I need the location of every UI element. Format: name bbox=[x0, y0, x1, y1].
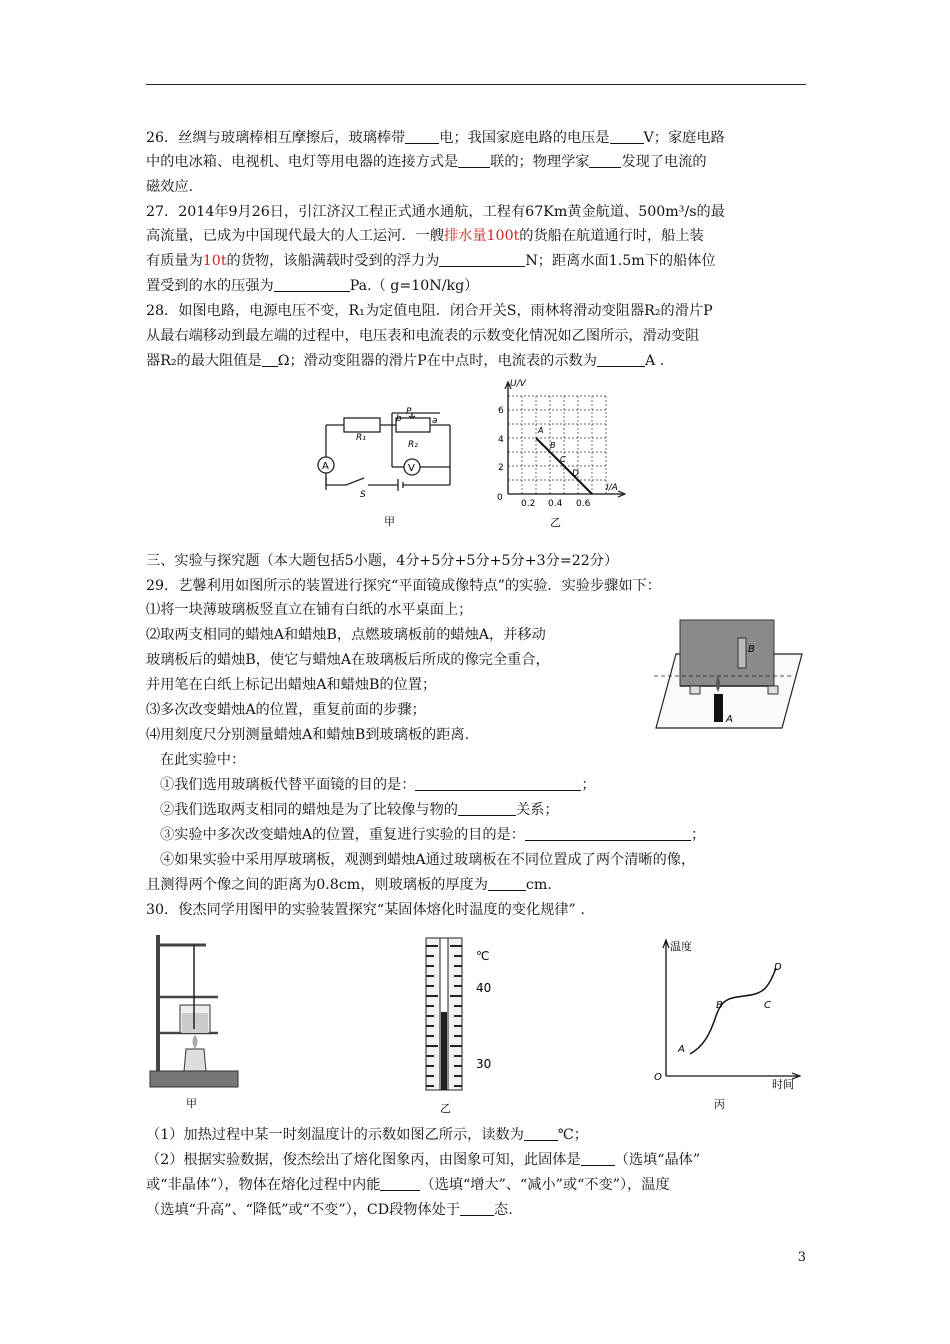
blank[interactable] bbox=[597, 352, 645, 367]
melt-point-d: D bbox=[774, 962, 782, 973]
q28-line-1: 28．如图电路，电源电压不变，R₁为定值电阻．闭合开关S，雨林将滑动变阻器R₂的滑片P bbox=[146, 303, 713, 319]
y-axis-label: U/V bbox=[510, 379, 526, 389]
y-tick: 2 bbox=[498, 463, 504, 473]
q29-c1: ①我们选用玻璃板代替平面镜的目的是： ； bbox=[160, 777, 596, 793]
blank[interactable] bbox=[610, 129, 644, 144]
melt-point-a: A bbox=[678, 1044, 685, 1055]
blank[interactable] bbox=[262, 352, 278, 367]
q29-c4a: ④如果实验中采用厚玻璃板，观测到蜡烛A通过玻璃板在不同位置成了两个清晰的像， bbox=[160, 852, 696, 868]
melt-x-label: 时间 bbox=[772, 1078, 794, 1091]
q30-p4: （选填“升高”、“降低”或“不变”），CD段物体处于 态. bbox=[146, 1202, 513, 1218]
thermo-tick-40: 40 bbox=[476, 981, 492, 995]
x-tick: 0.4 bbox=[548, 499, 563, 509]
b-label: b bbox=[396, 414, 402, 424]
q27-line-2: 高流量，已成为中国现代最大的人工运河．一艘排水量100t的货船在航道通行时，船上装 bbox=[146, 228, 704, 244]
thermo-tick-30: 30 bbox=[476, 1057, 492, 1071]
thermometer-figure bbox=[388, 938, 508, 1116]
p-label: P bbox=[406, 407, 412, 417]
melt-point-c: C bbox=[764, 1000, 771, 1011]
q26-line-1: 26．丝绸与玻璃棒相互摩擦后，玻璃棒带 电；我国家庭电路的电压是 V；家庭电路 bbox=[146, 130, 725, 146]
blank[interactable] bbox=[380, 1176, 420, 1191]
melt-y-label: 温度 bbox=[670, 940, 692, 953]
caption-bing: 丙 bbox=[714, 1098, 725, 1111]
melting-graph-figure bbox=[652, 936, 802, 1116]
r2-label: R₂ bbox=[408, 440, 418, 450]
q30-p1: （1）加热过程中某一时刻温度计的示数如图乙所示，读数为 ℃； bbox=[146, 1127, 588, 1143]
q29-c3: ③实验中多次改变蜡烛A的位置，重复进行实验的目的是： ； bbox=[160, 827, 706, 843]
caption-yi: 乙 bbox=[440, 1102, 451, 1115]
q29-step-4: ⑷用刻度尺分别测量蜡烛A和蜡烛B到玻璃板的距离. bbox=[146, 727, 470, 743]
voltmeter-label: V bbox=[408, 463, 415, 474]
q29-step-2c: 并用笔在白纸上标记出蜡烛A和蜡烛B的位置； bbox=[146, 677, 437, 693]
caption-jia: 甲 bbox=[186, 1097, 197, 1110]
q28-line-3: 器R₂的最大阻值是 Ω；滑动变阻器的滑片P在中点时，电流表的示数为 A . bbox=[146, 353, 665, 369]
candle-b-label: B bbox=[748, 644, 755, 655]
origin-label: 0 bbox=[497, 493, 503, 503]
ammeter-label: A bbox=[322, 461, 329, 472]
x-tick: 0.6 bbox=[576, 499, 591, 509]
q27-line-1: 27．2014年9月26日，引江济汉工程正式通水通航，工程有67Km黄金航道、500m³/s的最 bbox=[146, 204, 725, 220]
q26-line-3: 磁效应. bbox=[146, 179, 194, 195]
q29-step-2a: ⑵取两支相同的蜡烛A和蜡烛B，点燃玻璃板前的蜡烛A，并移动 bbox=[146, 627, 546, 643]
q30-line-1: 30．俊杰同学用图甲的实验装置探究“某固体熔化时温度的变化规律” . bbox=[146, 902, 585, 918]
caption-yi: 乙 bbox=[550, 516, 561, 529]
switch-label: S bbox=[360, 490, 366, 500]
q29-line-1: 29．艺馨利用如图所示的装置进行探究“平面镜成像特点”的实验．实验步骤如下： bbox=[146, 578, 661, 594]
blank[interactable] bbox=[589, 153, 621, 168]
melt-point-b: B bbox=[716, 1000, 723, 1011]
section-3-title: 三、实验与探究题（本大题包括5小题，4分+5分+5分+5分+3分=22分） bbox=[146, 553, 619, 569]
point-d-label: D bbox=[572, 469, 579, 479]
a-label: a bbox=[432, 416, 438, 426]
blank[interactable] bbox=[460, 1201, 494, 1216]
q26-line-2: 中的电冰箱、电视机、电灯等用电器的连接方式是 联的；物理学家 发现了电流的 bbox=[146, 154, 707, 170]
mirror-experiment-figure bbox=[654, 614, 804, 734]
blank[interactable] bbox=[581, 1151, 615, 1166]
q29-step-3: ⑶多次改变蜡烛A的位置，重复前面的步骤； bbox=[146, 702, 426, 718]
caption-jia: 甲 bbox=[384, 515, 395, 528]
point-b-label: B bbox=[550, 441, 556, 450]
q28-line-2: 从最右端移动到最左端的过程中，电压表和电流表的示数变化情况如乙图所示，滑动变阻 bbox=[146, 328, 700, 344]
blank[interactable] bbox=[415, 776, 581, 791]
x-tick: 0.2 bbox=[521, 499, 536, 509]
circuit-diagram bbox=[312, 405, 462, 529]
blank[interactable] bbox=[458, 801, 516, 816]
q30-p3: 或“非晶体”），物体在熔化过程中内能 （选填“增大”、“减小”或“不变”），温度 bbox=[146, 1177, 670, 1193]
blank[interactable] bbox=[488, 876, 526, 891]
q29-c4b: 且测得两个像之间的距离为0.8cm，则玻璃板的厚度为 cm. bbox=[146, 877, 552, 893]
y-tick: 4 bbox=[498, 435, 504, 445]
q29-step-2b: 玻璃板后的蜡烛B，使它与蜡烛A在玻璃板后所成的像完全重合， bbox=[146, 652, 550, 668]
blank[interactable] bbox=[524, 1126, 558, 1141]
page-number: 3 bbox=[797, 1250, 806, 1265]
x-axis-label: I/A bbox=[606, 483, 618, 493]
blank[interactable] bbox=[439, 252, 525, 267]
thermo-unit: ℃ bbox=[476, 949, 490, 963]
q30-p2: （2）根据实验数据，俊杰绘出了熔化图象丙，由图象可知，此固体是 （选填“晶体” bbox=[146, 1152, 701, 1168]
blank[interactable] bbox=[458, 153, 490, 168]
blank[interactable] bbox=[274, 277, 350, 292]
point-a-label: A bbox=[538, 426, 544, 435]
q29-step-1: ⑴将一块薄玻璃板竖直立在铺有白纸的水平桌面上； bbox=[146, 602, 473, 618]
melt-origin: O bbox=[654, 1072, 662, 1083]
q27-line-4: 置受到的水的压强为 Pa.（ g=10N/kg） bbox=[146, 278, 479, 294]
ui-graph bbox=[488, 376, 638, 531]
q27-line-3: 有质量为10t的货物，该船满载时受到的浮力为 N；距离水面1.5m下的船体位 bbox=[146, 253, 716, 269]
heating-apparatus-figure bbox=[146, 925, 242, 1115]
y-tick: 6 bbox=[498, 406, 504, 416]
r1-label: R₁ bbox=[356, 433, 366, 443]
candle-a-label: A bbox=[726, 714, 733, 725]
blank[interactable] bbox=[405, 129, 439, 144]
blank[interactable] bbox=[525, 826, 691, 841]
q29-c2: ②我们选取两支相同的蜡烛是为了比较像与物的 关系； bbox=[160, 802, 559, 818]
q29-intro: 在此实验中： bbox=[160, 752, 246, 768]
point-c-label: C bbox=[560, 455, 566, 464]
header-rule bbox=[146, 84, 806, 85]
